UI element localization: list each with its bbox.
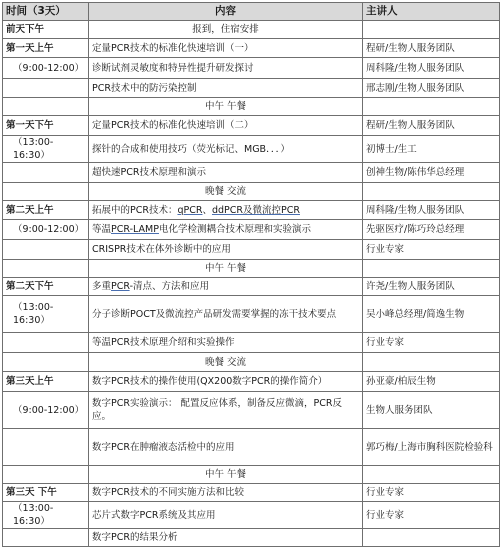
time-cell: （9:00-12:00） [3,58,89,79]
header-row [3,3,500,21]
content-fragment: 电化学检测耦合技术原理和实验演示 [158,224,311,235]
content-cell: 数字PCR实验演示： 配置反应体系，制备反应微滴，PCR反应。 [89,392,363,429]
schedule-table [2,2,500,547]
content-cell: 晚餐 交流 [89,353,363,372]
content-cell [89,220,363,240]
table-row [3,116,500,136]
table-row [3,58,500,79]
speaker-cell: 许尧/生物人服务团队 [363,278,500,296]
content-fragment: ddPCR [211,204,244,216]
table-row [3,278,500,296]
content-fragment: 拓展中的PCR技术： [92,204,178,216]
table-row [3,98,500,116]
header-content: 内容 [89,3,363,21]
time-cell: 第一天上午 [3,39,89,58]
speaker-cell: 周科隆/生物人服务团队 [363,201,500,220]
table-row [3,372,500,392]
time-cell: （13:00-16:30） [3,296,89,333]
content-fragment: 清点 [133,281,153,292]
speaker-cell: 郭巧梅/上海市胸科医院检验科 [363,429,500,466]
speaker-cell [363,466,500,484]
content-fragment: PCR [111,281,130,292]
content-fragment: 、方法和应用 [152,281,210,292]
time-cell [3,240,89,260]
time-cell [3,466,89,484]
content-cell: 诊断试剂灵敏度和特异性提升研发探讨 [89,58,363,79]
table-row [3,183,500,201]
content-cell: 中午 午餐 [89,260,363,278]
time-cell: （13:00-16:30） [3,136,89,163]
time-cell: 前天下午 [3,21,89,39]
content-cell [89,201,363,220]
time-cell [3,529,89,547]
table-row [3,529,500,547]
speaker-cell: 先驱医疗/陈巧玲总经理 [363,220,500,240]
time-cell: 第二天下午 [3,278,89,296]
content-cell: 定量PCR技术的标准化快速培训（二） [89,116,363,136]
speaker-cell: 创神生物/陈伟华总经理 [363,163,500,183]
speaker-cell: 行业专家 [363,502,500,529]
content-cell: 分子诊断POCT及微流控产品研发需要掌握的冻干技术要点 [89,296,363,333]
table-row [3,392,500,429]
content-fragment: 、 [202,204,212,216]
table-row [3,21,500,39]
content-cell: 定量PCR技术的标准化快速培训（一） [89,39,363,58]
content-cell: 报到，住宿安排 [89,21,363,39]
speaker-cell: 吴小峰总经理/简逸生物 [363,296,500,333]
speaker-cell [363,353,500,372]
table-row [3,429,500,466]
table-row [3,39,500,58]
content-fragment: - [129,281,134,292]
time-cell: （9:00-12:00） [3,220,89,240]
content-cell: 探针的合成和使用技巧（荧光标记、MGB．．．） [89,136,363,163]
speaker-cell: 生物人服务团队 [363,392,500,429]
table-row [3,466,500,484]
speaker-cell: 行业专家 [363,484,500,502]
table-row [3,136,500,163]
header-speaker: 主讲人 [363,3,500,21]
time-cell: 第三天 下午 [3,484,89,502]
time-cell: 第一天下午 [3,116,89,136]
table-row [3,333,500,353]
table-row [3,353,500,372]
content-cell: CRISPR技术在体外诊断中的应用 [89,240,363,260]
content-fragment: 及微流控PCR [243,204,300,216]
content-cell: PCR技术中的防污染控制 [89,79,363,98]
time-cell: （13:00-16:30） [3,502,89,529]
content-cell: 等温PCR技术原理介绍和实验操作 [89,333,363,353]
content-fragment: qPCR [177,204,203,216]
speaker-cell: 孙亚豪/柏辰生物 [363,372,500,392]
content-cell: 中午 午餐 [89,98,363,116]
speaker-cell: 邢志刚/生物人服务团队 [363,79,500,98]
content-cell: 数字PCR技术的不同实施方法和比较 [89,484,363,502]
speaker-cell: 行业专家 [363,333,500,353]
content-fragment: 等温 [92,224,112,235]
time-cell [3,163,89,183]
time-cell: （9:00-12:00） [3,392,89,429]
content-cell: 芯片式数字PCR系统及其应用 [89,502,363,529]
time-cell [3,98,89,116]
speaker-cell [363,529,500,547]
table-row [3,79,500,98]
speaker-cell [363,21,500,39]
table-row [3,260,500,278]
content-cell: 超快速PCR技术原理和演示 [89,163,363,183]
speaker-cell: 周科隆/生物人服务团队 [363,58,500,79]
speaker-cell: 行业专家 [363,240,500,260]
time-cell [3,260,89,278]
table-row [3,201,500,220]
time-cell [3,429,89,466]
time-cell [3,333,89,353]
content-fragment: PCR-LAMP [111,224,159,235]
content-cell [89,278,363,296]
time-cell: 第二天上午 [3,201,89,220]
time-cell: 第三天上午 [3,372,89,392]
header-time: 时间（3天） [3,3,89,21]
speaker-cell [363,183,500,201]
content-cell: 数字PCR技术的操作使用(QX200数字PCR的操作简介） [89,372,363,392]
time-cell [3,353,89,372]
table-row [3,240,500,260]
time-cell [3,79,89,98]
schedule-body [3,3,500,547]
speaker-cell [363,98,500,116]
content-cell: 晚餐 交流 [89,183,363,201]
speaker-cell: 程研/生物人服务团队 [363,116,500,136]
table-row [3,502,500,529]
content-cell: 数字PCR在肿瘤液态活检中的应用 [89,429,363,466]
content-cell: 中午 午餐 [89,466,363,484]
time-cell [3,183,89,201]
speaker-cell [363,260,500,278]
speaker-cell: 初博士/生工 [363,136,500,163]
content-fragment: 多重 [92,281,112,292]
speaker-cell: 程研/生物人服务团队 [363,39,500,58]
content-cell: 数字PCR的结果分析 [89,529,363,547]
table-row [3,484,500,502]
table-row [3,163,500,183]
table-row [3,296,500,333]
table-row [3,220,500,240]
